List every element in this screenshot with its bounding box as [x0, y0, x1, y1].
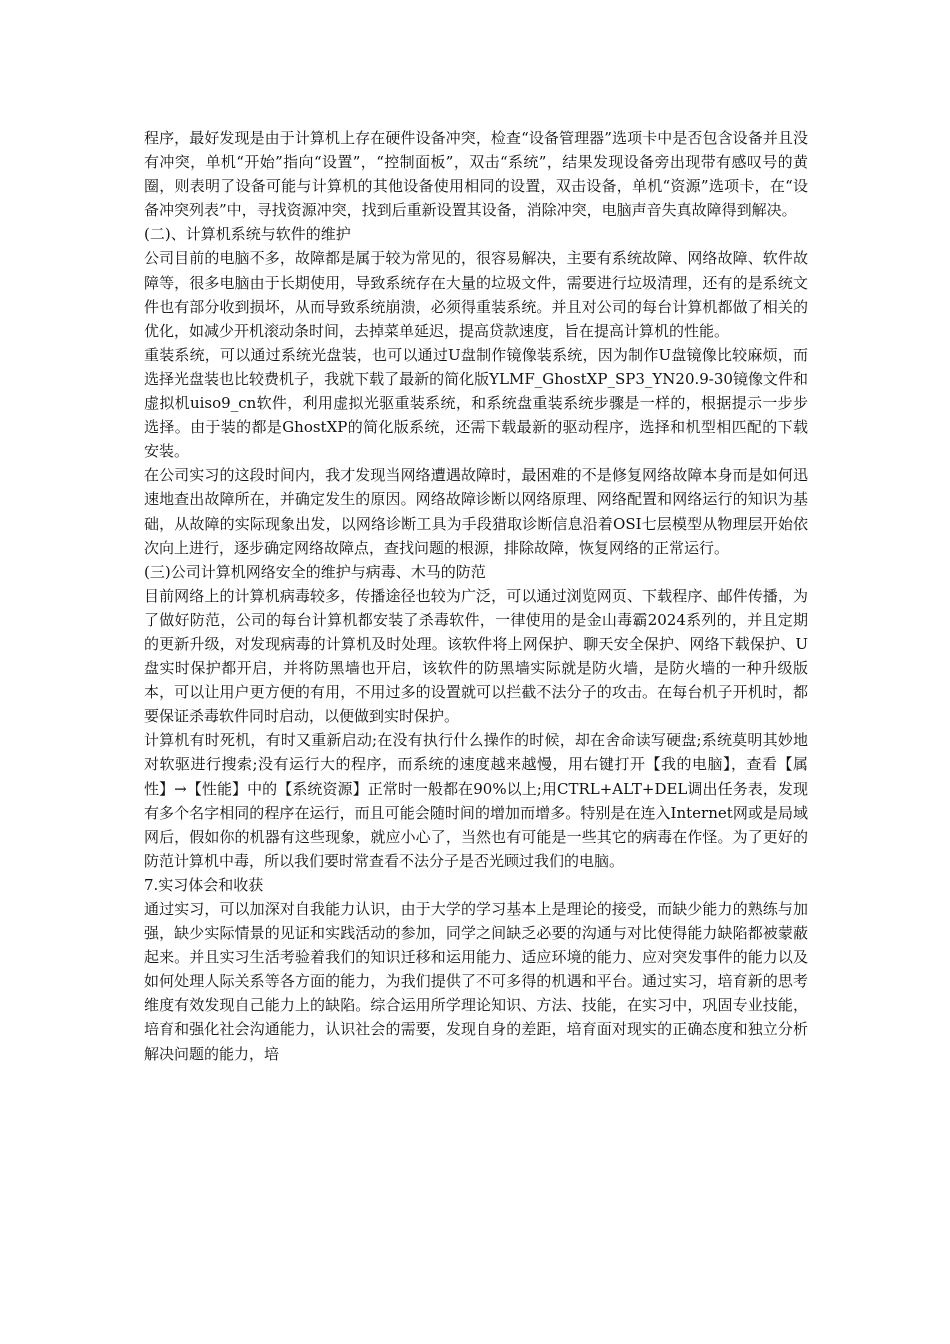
paragraph-reinstall-system: 重装系统，可以通过系统光盘装，也可以通过U盘制作镜像装系统，因为制作U盘镜像比较麻烦，而选择光盘装也比较费机子，我就下载了最新的简化版YLMF_GhostXP_SP3_YN20.9-30镜像文件和虚拟机uiso9_cn软件，利用虚拟光驱重装系统，和系统盘重装系统步骤是一样的，根据提示一步步选择。由于装的都是GhostXP的简化版系统，还需下载最新的驱动程序，选择和机型相匹配的下载安装。	[144, 345, 808, 461]
heading-network-security: (三)公司计算机网络安全的维护与病毒、木马的防范	[144, 562, 486, 581]
heading-system-software-maintenance: (二)、计算机系统与软件的维护	[144, 225, 351, 244]
paragraph-network-diagnosis: 在公司实习的这段时间内，我才发现当网络遭遇故障时，最困难的不是修复网络故障本身而是如何迅速地查出故障所在，并确定发生的原因。网络故障诊断以网络原理、网络配置和网络运行的知识为基础，从故障的实际现象出发，以网络诊断工具为手段猎取诊断信息沿着OSI七层模型从物理层开始依次向上进行，逐步确定网络故障点，查找问题的根源，排除故障，恢复网络的正常运行。	[144, 466, 808, 557]
heading-internship-experience: 7.实习体会和收获	[144, 875, 264, 894]
paragraph-virus-symptoms: 计算机有时死机，有时又重新启动;在没有执行什么操作的时候，却在舍命读写硬盘;系统莫明其妙地对软驱进行搜索;没有运行大的程序，而系统的速度越来越慢，用右键打开【我的电脑】，查看【属性】→【性能】中的【系统资源】正常时一般都在90%以上;用CTRL+ALT+DEL调出任务表，发现有多个名字相同的程序在运行，而且可能会随时间的增加而增多。特别是在连入Internet网或是局域网后，假如你的机器有这些现象，就应小心了，当然也有可能是一些其它的病毒在作怪。为了更好的防范计算机中毒，所以我们要时常查看不法分子是否光顾过我们的电脑。	[144, 731, 808, 870]
paragraph-antivirus: 目前网络上的计算机病毒较多，传播途径也较为广泛，可以通过浏览网页、下载程序、邮件传播，为了做好防范，公司的每台计算机都安装了杀毒软件，一律使用的是金山毒霸2024系列的，并且定期的更新升级，对发现病毒的计算机及时处理。该软件将上网保护、聊天安全保护、网络下载保护、U盘实时保护都开启，并将防黑墙也开启，该软件的防黑墙实际就是防火墙，是防火墙的一种升级版本，可以让用户更方便的有用，不用过多的设置就可以拦截不法分子的攻击。在每台机子开机时，都要保证杀毒软件同时启动，以便做到实时保护。	[144, 586, 808, 726]
document-body	[144, 126, 808, 1066]
paragraph-internship-gains: 通过实习，可以加深对自我能力认识，由于大学的学习基本上是理论的接受，而缺少能力的熟练与加强，缺少实际情景的见证和实践活动的参加，同学之间缺乏必要的沟通与对比使得能力缺陷都被蒙蔽起来。并且实习生活考验着我们的知识迁移和运用能力、适应环境的能力、应对突发事件的能力以及如何处理人际关系等各方面的能力，为我们提供了不可多得的机遇和平台。通过实习，培育新的思考维度有效发现自己能力上的缺陷。综合运用所学理论知识、方法、技能，在实习中，巩固专业技能，培育和强化社会沟通能力，认识社会的需要，发现自身的差距，培育面对现实的正确态度和独立分析解决问题的能力，培	[144, 900, 808, 1063]
paragraph-hardware-conflict: 程序，最好发现是由于计算机上存在硬件设备冲突，检查“设备管理器”选项卡中是否包含设备并且没有冲突，单机“开始”指向“设置”，“控制面板”，双击“系统”，结果发现设备旁出现带有感叹号的黄圈，则表明了设备可能与计算机的其他设备使用相同的设置，双击设备，单机“资源”选项卡，在“设备冲突列表”中，寻找资源冲突，找到后重新设置其设备，消除冲突，电脑声音失真故障得到解决。	[144, 129, 808, 220]
paragraph-common-faults: 公司目前的电脑不多，故障都是属于较为常见的，很容易解决，主要有系统故障、网络故障、软件故障等，很多电脑由于长期使用，导致系统存在大量的垃圾文件，需要进行垃圾清理，还有的是系统文件也有部分收到损坏，从而导致系统崩溃，必须得重装系统。并且对公司的每台计算机都做了相关的优化，如减少开机滚动条时间，去掉菜单延迟，提高贷款速度，旨在提高计算机的性能。	[144, 249, 808, 340]
